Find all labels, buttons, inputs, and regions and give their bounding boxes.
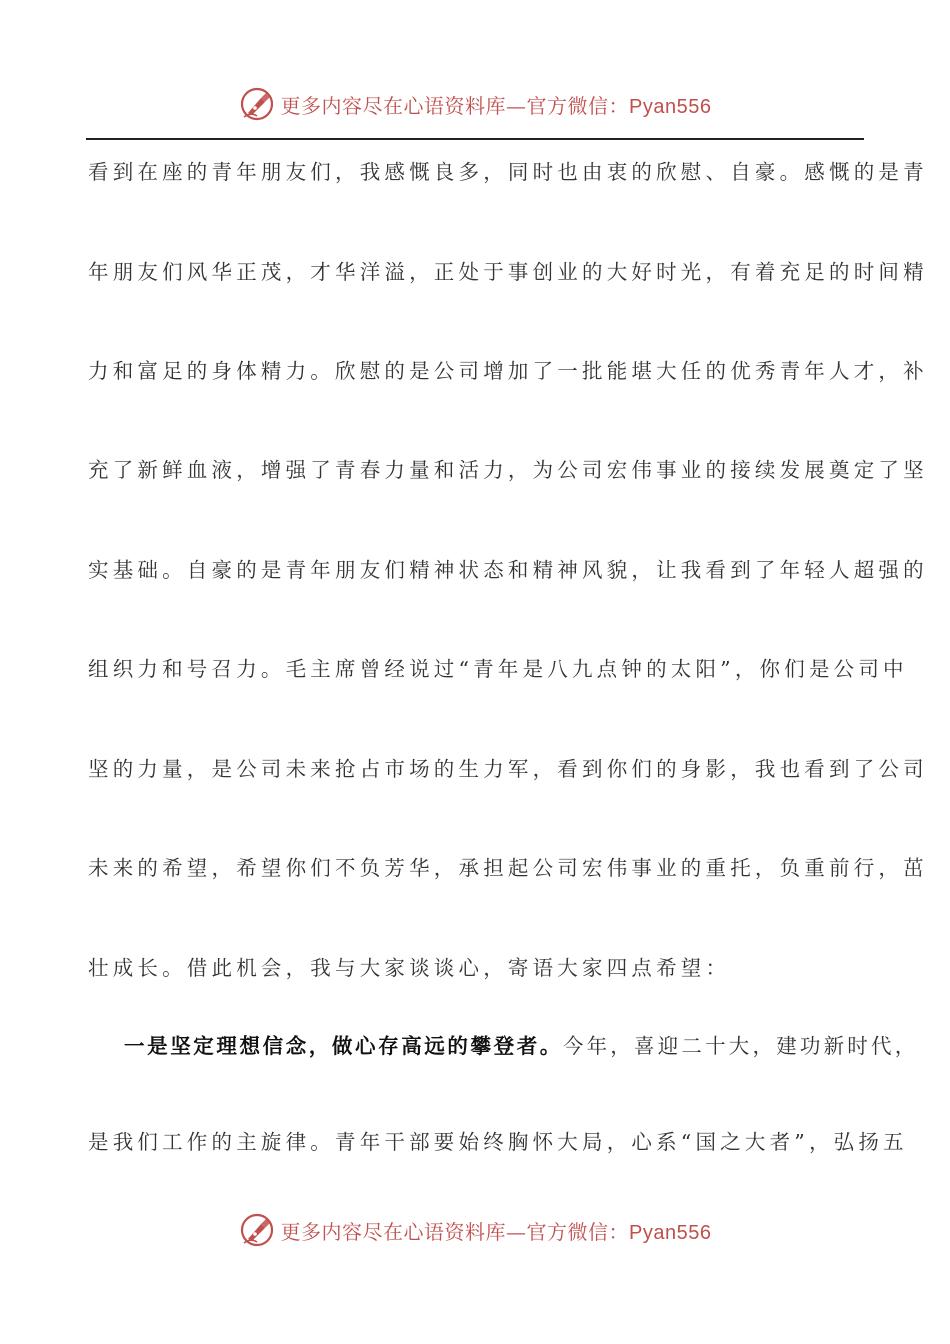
paragraph-line: 未来的希望，希望你们不负芳华，承担起公司宏伟事业的重托，负重前行，茁 <box>88 856 928 880</box>
header-site-name: 更多内容尽在心语资料库 <box>280 93 507 118</box>
paragraph-line: 壮成长。借此机会，我与大家谈谈心，寄语大家四点希望： <box>88 956 731 980</box>
footer-banner <box>0 1210 950 1250</box>
paragraph-line: 看到在座的青年朋友们，我感慨良多，同时也由衷的欣慰、自豪。感慨的是青 <box>88 160 928 184</box>
header-dash: — <box>506 93 527 118</box>
paragraph-line: 是我们工作的主旋律。青年干部要始终胸怀大局，心系“国之大者”，弘扬五 <box>88 1130 908 1154</box>
header-divider <box>86 138 864 140</box>
paragraph-line: 组织力和号召力。毛主席曾经说过“青年是八九点钟的太阳”，你们是公司中 <box>88 657 908 681</box>
header-wechat-label: 官方微信： <box>526 93 630 118</box>
point-one-line <box>124 1026 918 1066</box>
point-one-heading: 一是坚定理想信念，做心存高远的攀登者。 <box>124 1034 563 1058</box>
footer-banner-text <box>281 1216 712 1245</box>
pen-nib-logo-icon <box>239 86 275 122</box>
header-banner <box>0 84 950 124</box>
header-wechat-id: Pyan556 <box>629 95 712 118</box>
paragraph-line: 充了新鲜血液，增强了青春力量和活力，为公司宏伟事业的接续发展奠定了坚 <box>88 458 928 482</box>
header-banner-text <box>281 90 712 119</box>
paragraph-line: 坚的力量，是公司未来抢占市场的生力军，看到你们的身影，我也看到了公司 <box>88 757 928 781</box>
paragraph-line: 实基础。自豪的是青年朋友们精神状态和精神风貌，让我看到了年轻人超强的 <box>88 558 928 582</box>
footer-wechat-id: Pyan556 <box>629 1221 712 1244</box>
footer-site-name: 更多内容尽在心语资料库 <box>280 1219 507 1244</box>
paragraph-line: 年朋友们风华正茂，才华洋溢，正处于事创业的大好时光，有着充足的时间精 <box>88 260 928 284</box>
footer-wechat-label: 官方微信： <box>526 1219 630 1244</box>
paragraph-line: 力和富足的身体精力。欣慰的是公司增加了一批能堪大任的优秀青年人才，补 <box>88 359 928 383</box>
footer-dash: — <box>506 1219 527 1244</box>
point-one-text: 今年，喜迎二十大，建功新时代， <box>562 1034 919 1058</box>
pen-nib-logo-icon <box>239 1212 275 1248</box>
